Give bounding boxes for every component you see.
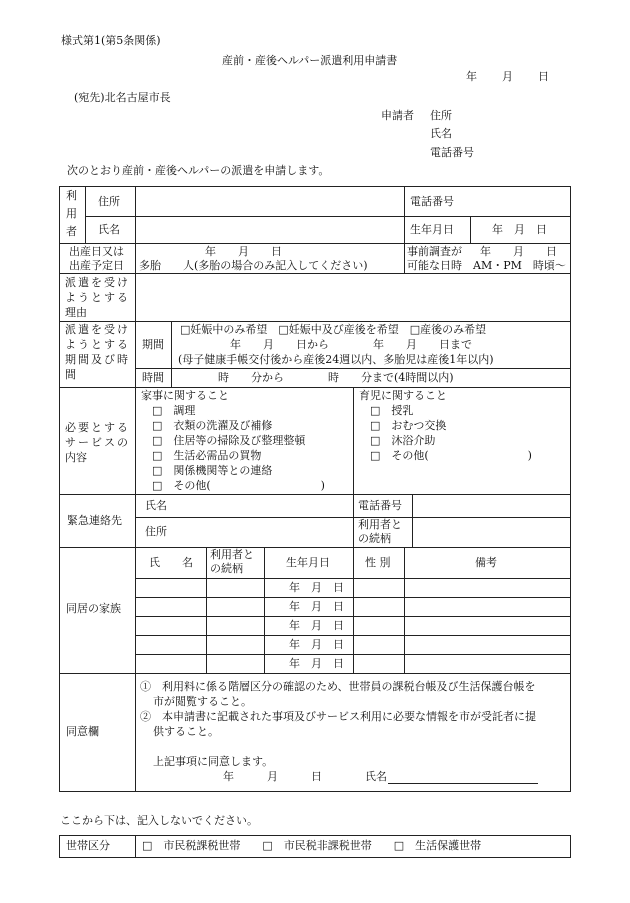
emergency-address-field[interactable] xyxy=(180,518,352,546)
house-item-laundry[interactable]: □ 衣類の洗濯及び補修 xyxy=(152,419,273,432)
birth-due-label-2: 出産予定日 xyxy=(69,259,124,272)
period-label-2: ようとする xyxy=(65,338,130,351)
child-item-bathing[interactable]: □ 沐浴介助 xyxy=(370,434,436,447)
user-label-1: 利 xyxy=(66,189,77,202)
child-title: 育児に関すること xyxy=(359,389,447,402)
birth-due-label-1: 出産日又は xyxy=(69,245,124,258)
consent-item-2b: 供すること。 xyxy=(153,725,219,738)
house-item-cooking[interactable]: □ 調理 xyxy=(152,404,196,417)
period-sub-label: 期間 xyxy=(142,338,164,351)
consent-agree-text: 上記事項に同意します。 xyxy=(153,755,274,768)
user-name-field[interactable] xyxy=(136,217,403,242)
user-phone-field[interactable] xyxy=(462,187,570,215)
date-day: 日 xyxy=(538,70,549,83)
services-label-2: サービスの xyxy=(65,436,130,449)
user-address-field[interactable] xyxy=(136,187,403,215)
period-label-1: 派遣を受け xyxy=(65,323,130,336)
family-row-birth[interactable]: 年 月 日 xyxy=(289,600,344,613)
applicant-label: 申請者 xyxy=(381,109,414,122)
user-name-label: 氏名 xyxy=(98,223,120,236)
emergency-address-label: 住所 xyxy=(145,525,167,538)
family-row-birth[interactable]: 年 月 日 xyxy=(289,657,344,670)
services-label-3: 内容 xyxy=(65,451,87,464)
emergency-label: 緊急連絡先 xyxy=(67,514,122,527)
period-options[interactable]: □妊娠中のみ希望 □妊娠中及び産後を希望 □産後のみ希望 xyxy=(180,323,487,336)
emergency-relation-label-2: の続柄 xyxy=(358,532,391,545)
house-item-liaison[interactable]: □ 関係機関等との連絡 xyxy=(152,464,273,477)
family-col-birth: 生年月日 xyxy=(286,556,330,569)
date-month: 月 xyxy=(502,70,513,83)
survey-date[interactable]: 年 月 日 xyxy=(480,245,557,258)
multiple-birth-field[interactable]: 多胎 人(多胎の場合のみ記入してください) xyxy=(139,259,368,272)
date-year: 年 xyxy=(466,70,477,83)
consent-sign-line[interactable] xyxy=(388,783,538,784)
office-notice: ここから下は、記入しないでください。 xyxy=(60,814,258,827)
consent-item-1b: 市が閲覧すること。 xyxy=(153,695,252,708)
applicant-phone-label: 電話番号 xyxy=(430,146,474,159)
intro-text: 次のとおり産前・産後ヘルパーの派遣を申請します。 xyxy=(67,164,330,177)
survey-time[interactable]: AM・PM 時頃～ xyxy=(473,259,566,272)
reason-label-2: ようとする xyxy=(65,291,130,304)
emergency-relation-field[interactable] xyxy=(413,518,570,546)
consent-item-1a: ① 利用料に係る階層区分の確認のため、世帯員の課税台帳及び生活保護台帳を xyxy=(140,680,536,693)
time-range[interactable]: 時 分から 時 分まで(4時間以内) xyxy=(218,371,454,384)
emergency-relation-label-1: 利用者と xyxy=(358,518,402,531)
house-item-cleaning[interactable]: □ 住居等の掃除及び整理整頓 xyxy=(152,434,306,447)
consent-sign-label: 氏名 xyxy=(365,770,387,783)
reason-label-3: 理由 xyxy=(65,306,87,319)
child-item-diaper[interactable]: □ おむつ交換 xyxy=(370,419,447,432)
emergency-phone-label: 電話番号 xyxy=(358,499,402,512)
addressee: (宛先)北名古屋市長 xyxy=(74,91,171,104)
family-col-relation-2: の続柄 xyxy=(210,562,243,575)
time-sub-label: 時間 xyxy=(142,371,164,384)
period-from-to[interactable]: 年 月 日から 年 月 日まで xyxy=(230,338,472,351)
house-item-other[interactable]: □ その他( ) xyxy=(152,479,325,492)
survey-label-2: 可能な日時 xyxy=(407,259,462,272)
user-label-3: 者 xyxy=(66,225,77,238)
applicant-name-label: 氏名 xyxy=(430,127,452,140)
family-col-sex: 性 別 xyxy=(365,556,391,569)
period-note: (母子健康手帳交付後から産後24週以内、多胎児は産後1年以内) xyxy=(178,353,494,366)
user-address-label: 住所 xyxy=(98,195,120,208)
user-birth-label: 生年月日 xyxy=(410,223,454,236)
form-title: 産前・産後ヘルパー派遣利用申請書 xyxy=(222,54,398,67)
emergency-name-field[interactable] xyxy=(180,495,352,516)
consent-date[interactable]: 年 月 日 xyxy=(223,770,322,783)
family-row-birth[interactable]: 年 月 日 xyxy=(289,619,344,632)
survey-label-1: 事前調査が xyxy=(407,245,462,258)
services-label-1: 必要とする xyxy=(65,421,130,434)
household-label: 世帯区分 xyxy=(66,839,110,852)
reason-field[interactable] xyxy=(136,274,570,320)
family-col-note: 備考 xyxy=(475,556,497,569)
user-birth-ymd[interactable]: 年 月 日 xyxy=(492,223,547,236)
period-label-4: 間 xyxy=(65,368,76,381)
household-options[interactable]: □ 市民税課税世帯 □ 市民税非課税世帯 □ 生活保護世帯 xyxy=(142,839,482,852)
birth-due-ymd[interactable]: 年 月 日 xyxy=(205,245,282,258)
family-col-name: 氏 名 xyxy=(149,556,193,569)
family-col-relation-1: 利用者と xyxy=(210,548,254,561)
child-item-other[interactable]: □ その他( ) xyxy=(370,449,532,462)
child-item-feeding[interactable]: □ 授乳 xyxy=(370,404,414,417)
family-row-birth[interactable]: 年 月 日 xyxy=(289,581,344,594)
emergency-phone-field[interactable] xyxy=(413,495,570,516)
consent-item-2a: ② 本申請書に記載された事項及びサービス利用に必要な情報を市が受託者に提 xyxy=(140,710,536,723)
house-title: 家事に関すること xyxy=(141,389,229,402)
house-item-shopping[interactable]: □ 生活必需品の買物 xyxy=(152,449,262,462)
family-row-birth[interactable]: 年 月 日 xyxy=(289,638,344,651)
emergency-name-label: 氏名 xyxy=(145,499,167,512)
user-label-2: 用 xyxy=(66,207,77,220)
reason-label-1: 派遣を受け xyxy=(65,276,130,289)
family-label: 同居の家族 xyxy=(66,602,121,615)
user-phone-label: 電話番号 xyxy=(410,195,454,208)
form-number: 様式第1(第5条関係) xyxy=(61,34,161,47)
consent-label: 同意欄 xyxy=(66,725,99,738)
period-label-3: 期間及び時 xyxy=(65,353,130,366)
applicant-address-label: 住所 xyxy=(430,109,452,122)
